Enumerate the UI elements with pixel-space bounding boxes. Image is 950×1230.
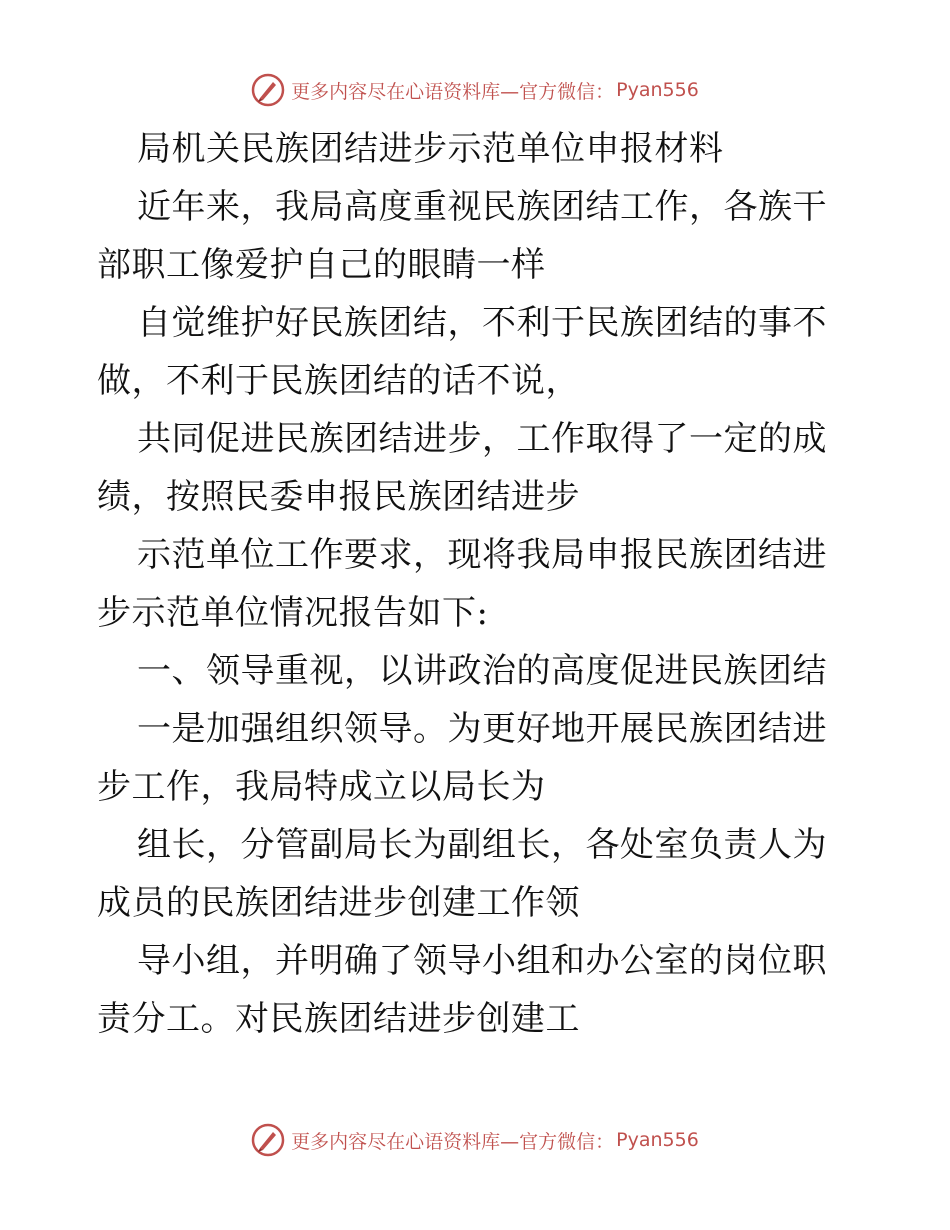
paragraph: 近年来，我局高度重视民族团结工作，各族干部职工像爱护自己的眼睛一样 [97, 187, 827, 285]
watermark-handle: Pyan556 [616, 79, 699, 101]
quill-pen-logo-icon [251, 1123, 285, 1157]
paragraph: 一是加强组织领导。为更好地开展民族团结进步工作，我局特成立以局长为 [97, 709, 827, 807]
document-body [97, 120, 857, 1048]
watermark-handle: Pyan556 [616, 1129, 699, 1151]
paragraph: 组长，分管副局长为副组长，各处室负责人为成员的民族团结进步创建工作领 [97, 825, 827, 923]
paragraph: 导小组，并明确了领导小组和办公室的岗位职责分工。对民族团结进步创建工 [97, 941, 827, 1039]
quill-pen-logo-icon [251, 73, 285, 107]
header-watermark [0, 70, 950, 110]
section-heading: 一、领导重视，以讲政治的高度促进民族团结 [137, 651, 827, 691]
document-title: 局机关民族团结进步示范单位申报材料 [137, 129, 724, 169]
paragraph: 示范单位工作要求，现将我局申报民族团结进步示范单位情况报告如下: [97, 535, 827, 633]
footer-watermark [0, 1120, 950, 1160]
paragraph: 共同促进民族团结进步，工作取得了一定的成绩，按照民委申报民族团结进步 [97, 419, 827, 517]
watermark-text: 更多内容尽在心语资料库—官方微信： [291, 80, 615, 103]
paragraph: 自觉维护好民族团结，不利于民族团结的事不做，不利于民族团结的话不说， [97, 303, 827, 401]
watermark-text: 更多内容尽在心语资料库—官方微信： [291, 1130, 615, 1153]
